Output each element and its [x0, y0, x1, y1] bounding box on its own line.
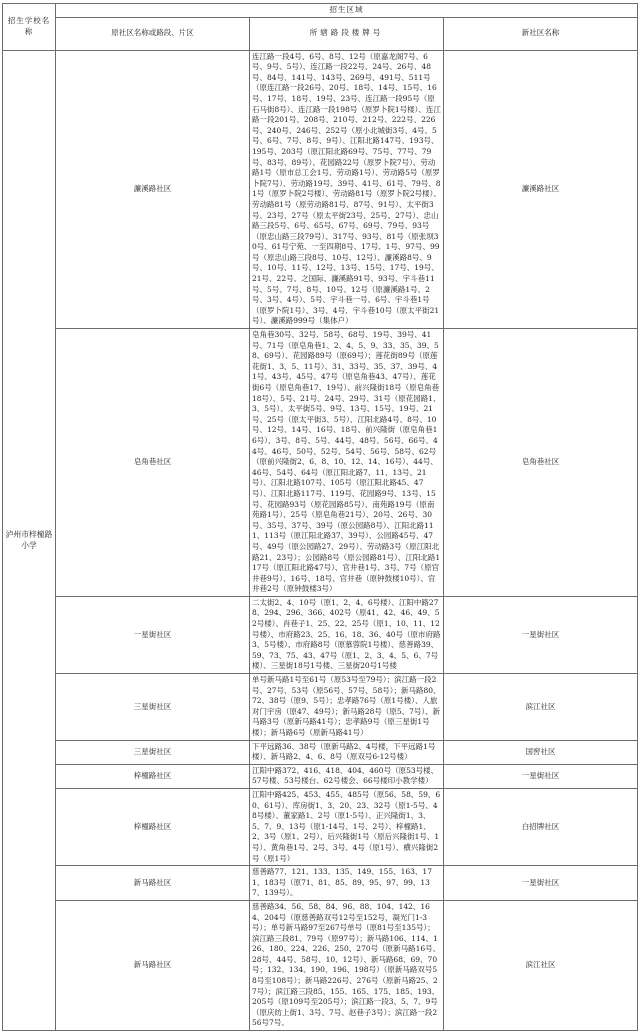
new-community-cell: 一星街社区	[444, 596, 638, 673]
table-row	[3, 866, 638, 901]
enrollment-zone-table	[2, 3, 638, 1031]
new-community-cell: 濂溪路社区	[444, 50, 638, 328]
new-community-header: 新社区名称	[444, 17, 638, 50]
address-range-cell: 慈善路34、56、58、84、96、88、104、142、164、204号（原慈善路双号12号至152号，凝光门1-3号）；单号新马路97至267号单号（原81号至135号）；滨江路三段81、79号（原97号）；新马路106、114、126、180、224、226、250、270号（原新马路16号、28号、44号、58号、10、12号）、新马路68、69、70号；132、134、190、196、198号）（原新马路双号58号至108号）；新马路226号、276号（原新马路25、27号）；滨江路三段85、155、165、175、185、193、205号（原109号至205号）；滨江路一段3、5、7、9号（原庆纺上街1、3号、7号、赵巷子3号）；滨江路一段256号7号、	[250, 900, 444, 1030]
original-community-cell: 梓橦路社区	[56, 764, 250, 788]
table-row	[3, 596, 638, 673]
address-range-cell: 江阳中路425、453、455、485号（原56、58、59、60、61号）、库房街1、3、20、23、32号（原1-5号、48号楼）、董家路1、2号（原1-5号）、正兴隆街1、3、5、7、9、13号（原1-14号、1号、2号）、梓橦路1、2、3号（原1、2号）、后兴隆街1号（原后兴隆街1号、1号）、黄角巷1号、2号、3号、4号（原1号）、横兴隆街2号（原1号）	[250, 788, 444, 865]
address-range-cell: 慈善路77、121、133、135、149、155、163、171、183号（原71、81、85、89、95、97、99、137、139号）。	[250, 866, 444, 901]
new-community-cell: 国窖社区	[444, 740, 638, 764]
address-range-cell: 二太街2、4、10号（原1、2、4、6号楼）、江阳中路278、294、296、366、402号（原41、42、46、49、52号楼）、肖巷子1、25、22、25号（原1、10、11、12号楼）、市府路23、25、16、18、36、40号（原市府路3、5号楼）、市府路8号（原慕蓉院1号楼）、慈善路39、59、73、75、43、47号（原1、2、3、4、5、6、7号楼）、三星街18号1号楼、三星街20号1号楼	[250, 596, 444, 673]
original-community-cell: 新马路社区	[56, 900, 250, 1030]
original-community-cell: 三星街社区	[56, 674, 250, 741]
new-community-cell: 滨江社区	[444, 900, 638, 1030]
new-community-cell: 滨江社区	[444, 674, 638, 741]
original-community-cell: 濂溪路社区	[56, 50, 250, 328]
address-range-cell: 皂角巷30号、32号、58号、68号、19号、39号、41号、71号（原皂角巷1、2、4、5、9、33、35、39、58、69号）、花园路89号（原69号）；莲花街89号（原莲花街1、3、5、11号）、31、33号、35、37、39号、41号、43号、45号、47号（原皂角巷43、47号）、莲花街6号（原皂角巷17、19号）、前兴隆街18号（原皂角巷18号）、5号、21号、24号、29号、31号（原花园路1、3、5号）、太平街5号、9号、13号、15号、19号、21号、25号（原太平街3、5号）、江阳北路4号、8号、10号、12号、14号、16号、18号、前兴隆街（原皂角巷16号）、3号、8号、5号、44号、48号、56号、66号、44号、46号、50号、52号、54号、56号、58号、62号（原前兴隆街2、6、8、10、12、14、16号）、44号、46号、54号、64号（原江阳北路7、11、13号、21号）、江阳北路107号、105号（原江阳北路45、47号）、江阳北路117号、119号、花园路9号、13号、15号、花园路93号（原花园路85号）、南苑路19号（原南苑路1号）、25号（原皂角巷21号）、20号、26号、30号、35号、37号、39号（原公园路8号）、江阳北路111、113号（原江阳北路37、39号）、公园路45号、47号、49号（原公园路27、29号）、劳动路3号（原江阳北路21、23号）；公园路8号（原公园路81号）、江阳北路117号（原江阳北路47号）、官井巷1号、3号、7号（原官井巷9号）、16号、18号、官井巷（原钟鼓楼10号）、官井巷2号（原钟鼓楼3号）	[250, 329, 444, 597]
table-row	[3, 50, 638, 328]
original-community-cell: 皂角巷社区	[56, 329, 250, 597]
address-range-cell: 下平远路36、38号（原新马路2、4号楼，下平远路1号楼）、新马路2、4、6、8号（原双号6-12号楼）	[250, 740, 444, 764]
school-name-cell: 泸州市梓橦路小学	[3, 50, 56, 1030]
original-community-cell: 三星街社区	[56, 740, 250, 764]
address-range-header: 所辖路段楼牌号	[250, 17, 444, 50]
original-community-cell: 梓橦路社区	[56, 788, 250, 865]
original-community-cell: 一星街社区	[56, 596, 250, 673]
original-community-header: 原社区名称或路段、片区	[56, 17, 250, 50]
new-community-cell: 一星街社区	[444, 764, 638, 788]
new-community-cell: 皂角巷社区	[444, 329, 638, 597]
school-name-header: 招生学校名称	[3, 4, 56, 51]
table-row	[3, 900, 638, 1030]
new-community-cell: 白招牌社区	[444, 788, 638, 865]
table-row	[3, 764, 638, 788]
table-row	[3, 740, 638, 764]
table-row	[3, 788, 638, 865]
table-row	[3, 674, 638, 741]
new-community-cell: 一星街社区	[444, 866, 638, 901]
address-range-cell: 江阳中路372、416、418、404、460号（原53号楼、57号楼、53号楼台、62号楼会、66号楼印小教学楼）	[250, 764, 444, 788]
original-community-cell: 新马路社区	[56, 866, 250, 901]
address-range-cell: 单号新马路1号至61号（原53号至79号）；滨江路一段2号、27号、53号（原56号、57号、58号）；新马路80、72、38号（原9、5号）；忠孝路76号（原1号楼）、人旅对门宇房（原47、49号）；新马路28号（原5、7号）、新马路3号（原新马路41号）；忠孝路9号（原三星街1号楼）；新马路6号（原新马路41号）	[250, 674, 444, 741]
address-range-cell: 连江路一段4号、6号、8号、12号（原嘉龙阁7号、6号、9号、5号）、连江路一段22号、24号、26号、48号、84号、141号、143号、269号、491号、511号（原连江路一段26号、20号、18号、14号、15号、16号、17号、18号、19号、23号、连江路一段95号（原石马街8号）、连江路一段198号（原罗卜院1号楼）、连江路一段201号、208号、210号、212号、222号、226号、240号、246号、252号（原小北城街3号、4号、5号、6号、7号、8号、9号）、江阳北路147号、193号、195号、203号（原江阳北路69号、75号、77号、79号、83号、89号）、花园路22号（原罗卜院7号）、劳动路1号（原市总工会1号、劳动路1号）、劳动路5号（原罗卜院7号）、劳动路19号、39号、41号、61号、79号、81号（原罗卜院2号楼）、劳动路81号（原罗卜院2号楼）、劳动路81号（原劳动路81号、87号、91号）、太平街3号、23号、27号（原太平街23号、25号、27号）、忠山路三段5号、6号、65号、67号、69号、79号、93号（原忠山路三段79号）、317号、93号、81号（原张坝30号、61号宁苑、一至四期8号、17号、1号、97号、99号（原忠山路三段8号、10号、12号）、濂溪路8号、9号、10号、11号、12号、13号、15号、17号、19号、21号、22号、之国际、濂溪路91号、93号、宇斗巷11号、5号、7号、8号、10号、12号（原濂溪路1号、2号、3号、4号）、5号、宇斗巷一号、6号、宇斗巷1号（原罗卜院1号）、3号、4号、宇斗巷10号（原太平街21号）、濂溪路999号（集体户）	[250, 50, 444, 328]
enrollment-zone-header: 招生区域	[56, 4, 638, 18]
table-row	[3, 329, 638, 597]
